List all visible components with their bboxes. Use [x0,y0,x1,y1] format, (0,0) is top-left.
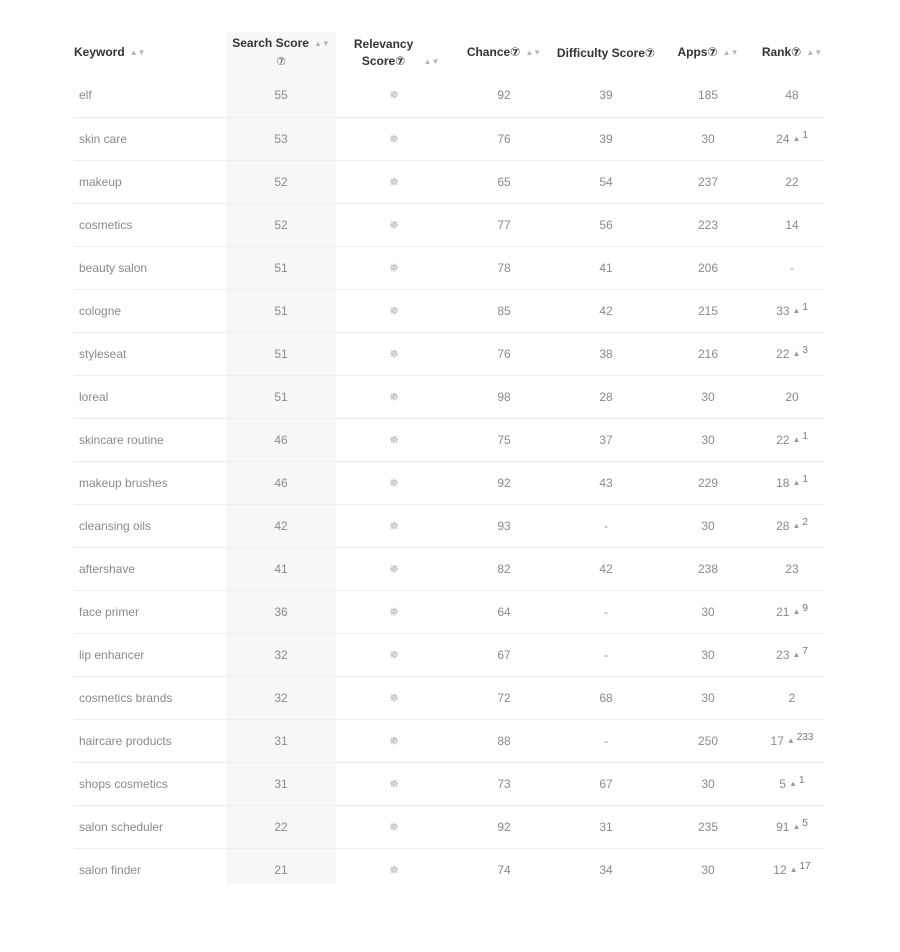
rank-value: 91 [776,819,790,834]
chance-cell: 77 [497,217,511,232]
loading-spinner-icon: ✵ [388,561,400,576]
search-score-cell: 51 [274,260,288,275]
difficulty-score-cell: - [604,518,608,533]
keyword-cell[interactable]: styleseat [79,346,127,361]
column-label: Relevancy Score⑦ [353,36,414,68]
keyword-cell[interactable]: beauty salon [79,260,148,275]
loading-spinner-icon: ✵ [388,475,400,490]
difficulty-score-cell: 41 [599,260,613,275]
relevancy-score-cell [336,719,452,762]
keyword-cell[interactable]: face primer [79,604,140,619]
search-score-cell: 22 [274,819,288,834]
rank-cell [760,590,824,633]
table-row[interactable] [74,418,824,461]
chance-cell: 92 [497,475,511,490]
keyword-cell[interactable]: cleansing oils [79,518,152,533]
rank-cell [760,418,824,461]
relevancy-score-cell [336,332,452,375]
rank-cell [760,547,824,590]
rank-value: 23 [776,647,790,662]
chance-cell: 72 [497,690,511,705]
chance-cell: 75 [497,432,511,447]
chance-cell: 98 [497,389,511,404]
rank-change-value: 3 [802,344,808,356]
rank-cell [760,375,824,418]
table-row[interactable] [74,461,824,504]
relevancy-score-cell [336,848,452,891]
chance-cell: 74 [497,862,511,877]
apps-cell: 30 [701,776,715,791]
search-score-cell: 51 [274,303,288,318]
rank-change-arrow-icon: ▲ [792,520,801,530]
table-body [74,74,824,891]
rank-change-value: 1 [802,473,808,485]
rank-change-arrow-icon: ▲ [792,305,801,315]
table-row[interactable] [74,547,824,590]
rank-cell [760,203,824,246]
loading-spinner-icon: ✵ [388,303,400,318]
relevancy-score-cell [336,633,452,676]
difficulty-score-cell: 42 [599,303,613,318]
difficulty-score-cell: 34 [599,862,613,877]
chance-cell: 92 [497,88,511,103]
keyword-cell[interactable]: elf [79,88,92,103]
column-label: Rank⑦ [761,45,802,59]
apps-cell: 216 [697,346,719,361]
rank-value: 14 [785,217,799,232]
apps-cell: 30 [701,518,715,533]
keyword-cell[interactable]: salon scheduler [79,819,164,834]
difficulty-score-cell: - [604,733,608,748]
relevancy-score-cell [336,461,452,504]
keyword-cell[interactable]: skincare routine [79,432,164,447]
column-label: Difficulty Score⑦ [556,45,656,60]
column-header-keyword[interactable] [74,32,226,74]
keyword-cell[interactable]: cologne [79,303,122,318]
search-score-cell: 21 [274,862,288,877]
apps-cell: 30 [701,131,715,146]
table-row[interactable] [74,289,824,332]
relevancy-score-cell [336,246,452,289]
rank-value: 2 [788,690,796,705]
keyword-cell[interactable]: aftershave [79,561,136,576]
keyword-cell[interactable]: haircare products [79,733,172,748]
table-row[interactable] [74,590,824,633]
rank-cell [760,719,824,762]
relevancy-score-cell [336,418,452,461]
loading-spinner-icon: ✵ [388,862,400,877]
rank-value: 5 [779,776,787,791]
chance-cell: 82 [497,561,511,576]
apps-cell: 185 [697,88,719,103]
rank-cell [760,74,824,117]
loading-spinner-icon: ✵ [388,389,400,404]
column-header-chance[interactable] [452,32,556,74]
column-label: Apps⑦ [677,45,718,59]
keyword-cell[interactable]: cosmetics [79,217,133,232]
table-row[interactable] [74,504,824,547]
chance-cell: 65 [497,174,511,189]
column-label: Keyword [74,45,125,59]
rank-value: 22 [776,432,790,447]
relevancy-score-cell [336,375,452,418]
column-header-relevancy-score[interactable] [336,32,452,74]
keyword-cell[interactable]: cosmetics brands [79,690,173,705]
rank-change-value: 7 [802,645,808,657]
rank-change-value: 2 [802,516,808,528]
search-score-cell: 51 [274,389,288,404]
table-row[interactable] [74,375,824,418]
apps-cell: 235 [697,819,719,834]
difficulty-score-cell: 54 [599,174,613,189]
difficulty-score-cell: 38 [599,346,613,361]
loading-spinner-icon: ✵ [388,131,400,146]
rank-value: 23 [785,561,799,576]
relevancy-score-cell [336,762,452,805]
rank-change-arrow-icon: ▲ [792,606,801,616]
search-score-cell: 51 [274,346,288,361]
rank-value: 17 [770,733,784,748]
rank-change-arrow-icon: ▲ [792,477,801,487]
loading-spinner-icon: ✵ [388,174,400,189]
rank-cell [760,848,824,891]
rank-change-arrow-icon: ▲ [786,735,795,745]
rank-cell [760,633,824,676]
rank-change-value: 9 [802,602,808,614]
rank-value: 22 [776,346,790,361]
apps-cell: 237 [697,174,719,189]
column-header-rank[interactable] [760,32,824,74]
keyword-cell[interactable]: skin care [79,131,128,146]
loading-spinner-icon: ✵ [388,776,400,791]
loading-spinner-icon: ✵ [388,733,400,748]
rank-cell [760,461,824,504]
chance-cell: 85 [497,303,511,318]
keyword-cell[interactable]: shops cosmetics [79,776,168,791]
rank-value: 48 [785,88,799,103]
rank-value: 22 [785,174,799,189]
loading-spinner-icon: ✵ [388,217,400,232]
column-label: Search Score [232,36,309,50]
difficulty-score-cell: 28 [599,389,613,404]
difficulty-score-cell: 37 [599,432,613,447]
column-header-difficulty-score[interactable] [556,32,656,74]
rank-change-arrow-icon: ▲ [789,778,798,788]
chance-cell: 88 [497,733,511,748]
table-row[interactable] [74,74,824,117]
rank-change-value: 233 [796,731,814,743]
relevancy-score-cell [336,117,452,160]
chance-cell: 76 [497,131,511,146]
table-row[interactable] [74,676,824,719]
column-header-search-score[interactable] [226,32,336,74]
rank-cell [760,117,824,160]
table-row[interactable] [74,203,824,246]
keyword-table [74,32,824,891]
keyword-cell[interactable]: lip enhancer [79,647,145,662]
column-header-apps[interactable] [656,32,760,74]
rank-change-value: 1 [802,301,808,313]
sort-icon[interactable]: ▲▼ [525,48,542,57]
help-icon[interactable]: ⑦ [276,56,286,68]
rank-change-value: 5 [802,817,808,829]
difficulty-score-cell: 67 [599,776,613,791]
rank-change-arrow-icon: ▲ [792,133,801,143]
apps-cell: 223 [697,217,719,232]
table-row[interactable] [74,633,824,676]
chance-cell: 73 [497,776,511,791]
table-row[interactable] [74,762,824,805]
rank-cell [760,160,824,203]
search-score-cell: 32 [274,647,288,662]
sort-icon[interactable]: ▲▼ [722,48,739,57]
apps-cell: 30 [701,604,715,619]
rank-cell [760,762,824,805]
apps-cell: 229 [697,475,719,490]
keyword-table-container [74,32,824,891]
rank-value: 24 [776,131,790,146]
relevancy-score-cell [336,547,452,590]
chance-cell: 64 [497,604,511,619]
keyword-cell[interactable]: loreal [79,389,109,404]
chance-cell: 76 [497,346,511,361]
difficulty-score-cell: - [604,604,608,619]
keyword-cell[interactable]: salon finder [79,862,142,877]
search-score-cell: 53 [274,131,288,146]
table-row[interactable] [74,332,824,375]
sort-icon[interactable]: ▲▼ [313,39,330,48]
rank-change-value: 1 [799,774,805,786]
rank-change-arrow-icon: ▲ [789,864,798,874]
apps-cell: 238 [697,561,719,576]
apps-cell: 206 [697,260,719,275]
sort-icon[interactable]: ▲▼ [806,48,823,57]
rank-cell [760,676,824,719]
relevancy-score-cell [336,74,452,117]
relevancy-score-cell [336,203,452,246]
loading-spinner-icon: ✵ [388,819,400,834]
loading-spinner-icon: ✵ [388,88,400,103]
rank-value: 21 [776,604,790,619]
apps-cell: 250 [697,733,719,748]
search-score-cell: 31 [274,776,288,791]
difficulty-score-cell: 39 [599,131,613,146]
column-label: Chance⑦ [466,45,521,59]
rank-change-arrow-icon: ▲ [792,821,801,831]
search-score-cell: 46 [274,475,288,490]
relevancy-score-cell [336,676,452,719]
rank-change-value: 1 [802,430,808,442]
rank-value: 20 [785,389,799,404]
rank-change-arrow-icon: ▲ [792,434,801,444]
chance-cell: 93 [497,518,511,533]
table-row[interactable] [74,117,824,160]
table-row[interactable] [74,805,824,848]
loading-spinner-icon: ✵ [388,518,400,533]
rank-value: 18 [776,475,790,490]
chance-cell: 67 [497,647,511,662]
loading-spinner-icon: ✵ [388,690,400,705]
rank-cell [760,246,824,289]
table-row[interactable] [74,160,824,203]
rank-cell [760,332,824,375]
rank-change-value: 1 [802,129,808,141]
rank-change-arrow-icon: ▲ [792,649,801,659]
relevancy-score-cell [336,805,452,848]
rank-value: 33 [776,303,790,318]
relevancy-score-cell [336,289,452,332]
search-score-cell: 36 [274,604,288,619]
rank-value: 12 [773,862,787,877]
difficulty-score-cell: 56 [599,217,613,232]
table-header-row [74,32,824,74]
loading-spinner-icon: ✵ [388,604,400,619]
sort-icon[interactable]: ▲▼ [129,48,146,57]
search-score-cell: 42 [274,518,288,533]
loading-spinner-icon: ✵ [388,346,400,361]
search-score-cell: 32 [274,690,288,705]
keyword-cell[interactable]: makeup [79,174,122,189]
search-score-cell: 46 [274,432,288,447]
chance-cell: 78 [497,260,511,275]
table-row[interactable] [74,719,824,762]
rank-change-value: 17 [799,860,811,872]
search-score-cell: 52 [274,174,288,189]
search-score-cell: 52 [274,217,288,232]
rank-cell [760,504,824,547]
difficulty-score-cell: 39 [599,88,613,103]
difficulty-score-cell: 68 [599,690,613,705]
relevancy-score-cell [336,590,452,633]
difficulty-score-cell: 43 [599,475,613,490]
table-row[interactable] [74,848,824,891]
table-row[interactable] [74,246,824,289]
search-score-cell: 31 [274,733,288,748]
apps-cell: 30 [701,389,715,404]
apps-cell: 30 [701,432,715,447]
apps-cell: 215 [697,303,719,318]
relevancy-score-cell [336,160,452,203]
loading-spinner-icon: ✵ [388,647,400,662]
rank-value: - [790,260,794,275]
apps-cell: 30 [701,862,715,877]
search-score-cell: 41 [274,561,288,576]
rank-cell [760,805,824,848]
chance-cell: 92 [497,819,511,834]
rank-cell [760,289,824,332]
apps-cell: 30 [701,690,715,705]
relevancy-score-cell [336,504,452,547]
rank-value: 28 [776,518,790,533]
difficulty-score-cell: 31 [599,819,613,834]
loading-spinner-icon: ✵ [388,432,400,447]
keyword-cell[interactable]: makeup brushes [79,475,168,490]
search-score-cell: 55 [274,88,288,103]
apps-cell: 30 [701,647,715,662]
sort-icon[interactable]: ▲▼ [423,56,440,66]
difficulty-score-cell: - [604,647,608,662]
loading-spinner-icon: ✵ [388,260,400,275]
difficulty-score-cell: 42 [599,561,613,576]
rank-change-arrow-icon: ▲ [792,348,801,358]
